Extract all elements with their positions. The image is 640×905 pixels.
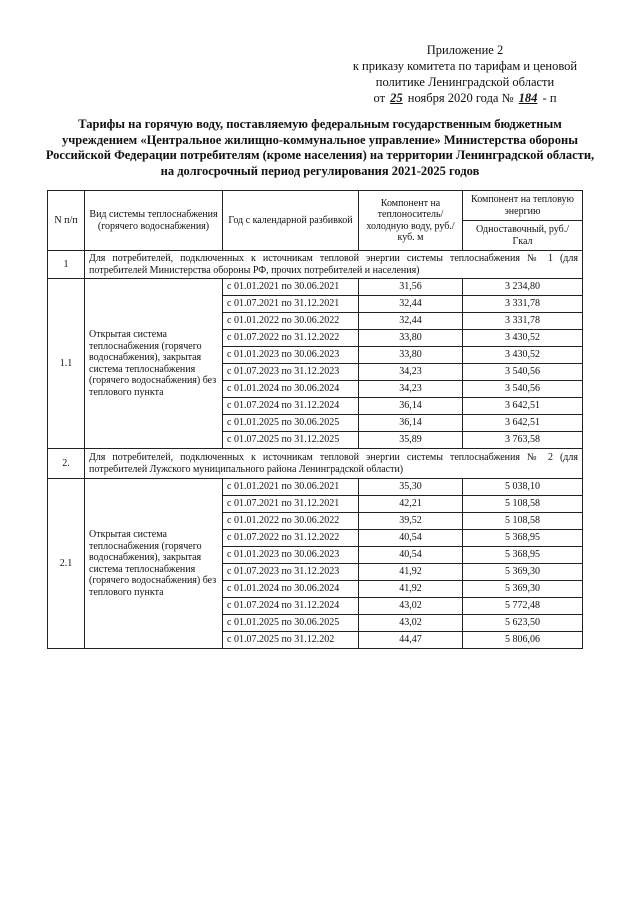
period-cell: с 01.07.2025 по 31.12.202 xyxy=(223,632,359,649)
header-period: Год с календарной разбивкой xyxy=(223,191,359,251)
period-cell: с 01.07.2021 по 31.12.2021 xyxy=(223,496,359,513)
water-tariff-cell: 34,23 xyxy=(359,381,463,398)
water-tariff-cell: 40,54 xyxy=(359,530,463,547)
water-tariff-cell: 41,92 xyxy=(359,564,463,581)
appendix-date-line xyxy=(340,90,590,106)
heat-tariff-cell: 5 623,50 xyxy=(463,615,583,632)
period-cell: с 01.01.2025 по 30.06.2025 xyxy=(223,615,359,632)
period-cell: с 01.01.2023 по 30.06.2023 xyxy=(223,547,359,564)
heat-tariff-cell: 5 108,58 xyxy=(463,496,583,513)
subsection-num: 2.1 xyxy=(48,479,85,649)
heat-tariff-cell: 3 331,78 xyxy=(463,296,583,313)
water-tariff-cell: 43,02 xyxy=(359,615,463,632)
heat-tariff-cell: 3 642,51 xyxy=(463,398,583,415)
heat-tariff-cell: 3 234,80 xyxy=(463,279,583,296)
heat-tariff-cell: 3 331,78 xyxy=(463,313,583,330)
tariff-row xyxy=(48,479,583,496)
period-cell: с 01.01.2022 по 30.06.2022 xyxy=(223,313,359,330)
period-cell: с 01.01.2023 по 30.06.2023 xyxy=(223,347,359,364)
water-tariff-cell: 33,80 xyxy=(359,330,463,347)
order-suffix: - п xyxy=(542,91,557,105)
period-cell: с 01.01.2022 по 30.06.2022 xyxy=(223,513,359,530)
header-water-component: Компонент на теплоноситель/ холодную воду, руб./куб. м xyxy=(359,191,463,251)
section-num: 1 xyxy=(48,251,85,279)
period-cell: с 01.07.2024 по 31.12.2024 xyxy=(223,598,359,615)
period-cell: с 01.07.2022 по 31.12.2022 xyxy=(223,330,359,347)
period-cell: с 01.07.2025 по 31.12.2025 xyxy=(223,432,359,449)
period-cell: с 01.07.2024 по 31.12.2024 xyxy=(223,398,359,415)
water-tariff-cell: 41,92 xyxy=(359,581,463,598)
handwritten-order-number: 184 xyxy=(518,91,538,105)
period-cell: с 01.01.2024 по 30.06.2024 xyxy=(223,581,359,598)
header-num: N п/п xyxy=(48,191,85,251)
water-tariff-cell: 42,21 xyxy=(359,496,463,513)
water-tariff-cell: 33,80 xyxy=(359,347,463,364)
header-heat-component: Компонент на тепловую энергию xyxy=(463,191,583,221)
appendix-header xyxy=(340,42,590,106)
section-row xyxy=(48,449,583,479)
document-title: Тарифы на горячую воду, поставляемую федеральным государственным бюджетным учреждением «Центральное жилищно-коммунальное управление» Министерства обороны Российской Федерации потребителям (кроме населения) на территории Ленинградской области, на долгосрочный период регулирования 2021-2025 годов xyxy=(45,117,595,178)
period-cell: с 01.01.2021 по 30.06.2021 xyxy=(223,279,359,296)
heat-tariff-cell: 5 772,48 xyxy=(463,598,583,615)
appendix-title: Приложение 2 xyxy=(426,43,504,57)
heat-tariff-cell: 5 369,30 xyxy=(463,581,583,598)
water-tariff-cell: 35,30 xyxy=(359,479,463,496)
period-cell: с 01.07.2022 по 31.12.2022 xyxy=(223,530,359,547)
heat-tariff-cell: 3 763,58 xyxy=(463,432,583,449)
date-prefix: от xyxy=(373,91,386,105)
section-num: 2. xyxy=(48,449,85,479)
period-cell: с 01.01.2024 по 30.06.2024 xyxy=(223,381,359,398)
water-tariff-cell: 36,14 xyxy=(359,415,463,432)
heat-tariff-cell: 3 430,52 xyxy=(463,330,583,347)
tariff-table xyxy=(47,190,583,649)
heat-tariff-cell: 3 430,52 xyxy=(463,347,583,364)
period-cell: с 01.07.2023 по 31.12.2023 xyxy=(223,364,359,381)
tariff-row xyxy=(48,279,583,296)
system-type: Открытая система теплоснабжения (горячего водоснабжения), закрытая система теплоснабжения (горячего водоснабжения) без теплового пункта xyxy=(85,479,223,649)
water-tariff-cell: 40,54 xyxy=(359,547,463,564)
water-tariff-cell: 35,89 xyxy=(359,432,463,449)
section-description: Для потребителей, подключенных к источникам тепловой энергии системы теплоснабжения № 1 (для потребителей Министерства обороны РФ, прочих потребителей и населения) xyxy=(85,251,583,279)
appendix-authority: политике Ленинградской области xyxy=(375,75,555,89)
heat-tariff-cell: 3 642,51 xyxy=(463,415,583,432)
heat-tariff-cell: 3 540,56 xyxy=(463,364,583,381)
period-cell: с 01.07.2023 по 31.12.2023 xyxy=(223,564,359,581)
system-type: Открытая система теплоснабжения (горячего водоснабжения), закрытая система теплоснабжения (горячего водоснабжения) без теплового пункта xyxy=(85,279,223,449)
heat-tariff-cell: 5 108,58 xyxy=(463,513,583,530)
heat-tariff-cell: 5 038,10 xyxy=(463,479,583,496)
period-cell: с 01.01.2021 по 30.06.2021 xyxy=(223,479,359,496)
water-tariff-cell: 39,52 xyxy=(359,513,463,530)
section-description: Для потребителей, подключенных к источникам тепловой энергии системы теплоснабжения № 2 (для потребителей Лужского муниципального района Ленинградской области) xyxy=(85,449,583,479)
appendix-order-ref: к приказу комитета по тарифам и ценовой xyxy=(352,59,578,73)
header-heat-single-rate: Одноставочный, руб./Гкал xyxy=(463,221,583,251)
date-middle: ноября 2020 года № xyxy=(407,91,514,105)
heat-tariff-cell: 5 806,06 xyxy=(463,632,583,649)
water-tariff-cell: 32,44 xyxy=(359,313,463,330)
heat-tariff-cell: 3 540,56 xyxy=(463,381,583,398)
water-tariff-cell: 44,47 xyxy=(359,632,463,649)
handwritten-day: 25 xyxy=(390,91,403,105)
heat-tariff-cell: 5 368,95 xyxy=(463,530,583,547)
header-system: Вид системы теплоснабжения (горячего водоснабжения) xyxy=(85,191,223,251)
section-row xyxy=(48,251,583,279)
water-tariff-cell: 31,56 xyxy=(359,279,463,296)
subsection-num: 1.1 xyxy=(48,279,85,449)
heat-tariff-cell: 5 369,30 xyxy=(463,564,583,581)
heat-tariff-cell: 5 368,95 xyxy=(463,547,583,564)
water-tariff-cell: 34,23 xyxy=(359,364,463,381)
period-cell: с 01.01.2025 по 30.06.2025 xyxy=(223,415,359,432)
water-tariff-cell: 43,02 xyxy=(359,598,463,615)
water-tariff-cell: 36,14 xyxy=(359,398,463,415)
period-cell: с 01.07.2021 по 31.12.2021 xyxy=(223,296,359,313)
water-tariff-cell: 32,44 xyxy=(359,296,463,313)
